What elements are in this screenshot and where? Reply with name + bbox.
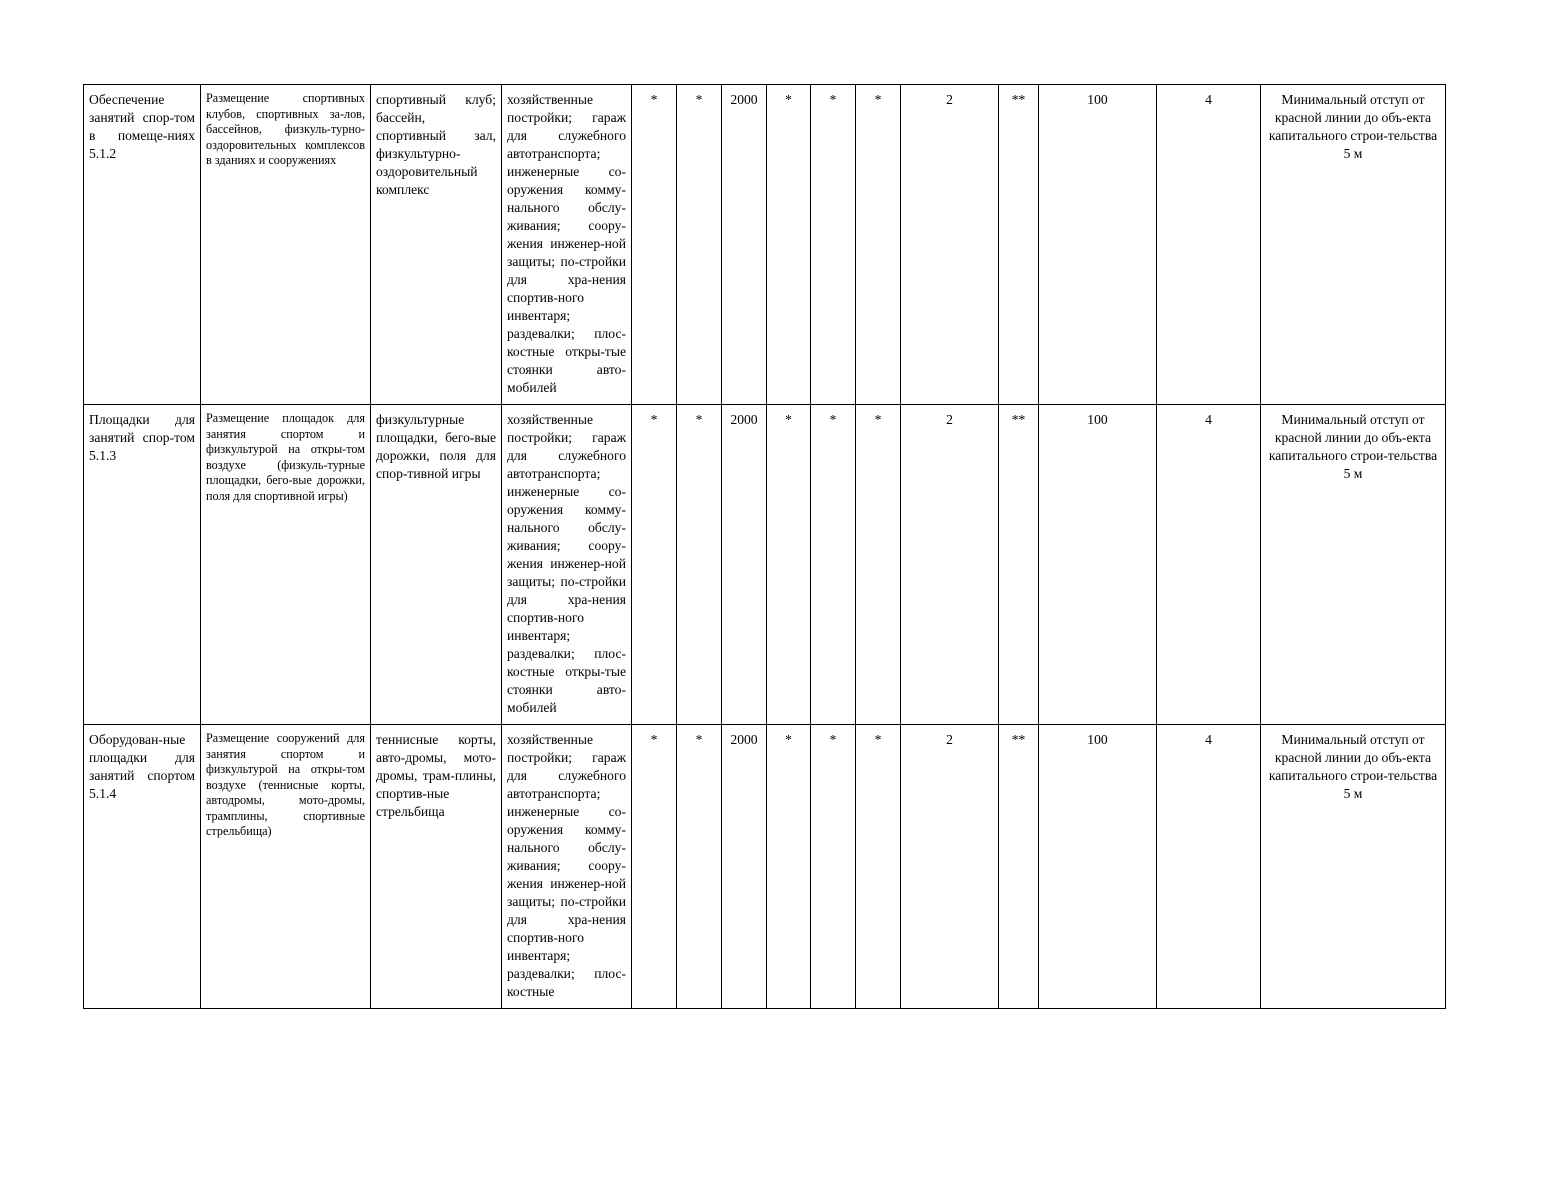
zoning-regulations-table	[83, 84, 1446, 1009]
cell-auxiliary-objects: хозяйственные постройки; гараж для служебного автотранспорта; инженерные со-оружения комму-нального обслу-живания; соору-жения инженер-ной защиты; по-стройки для хра-нения спортив-ного инвентаря; раздевалки; плос-костные	[502, 725, 632, 1009]
cell-main-objects: физкультурные площадки, бего-вые дорожки, поля для спор-тивной игры	[371, 405, 502, 725]
cell-note: Минимальный отступ от красной линии до объ-екта капитального строи-тельства 5 м	[1261, 85, 1446, 405]
cell-param-6: *	[856, 405, 901, 725]
cell-use-description: Размещение спортивных клубов, спортивных за-лов, бассейнов, физкуль-турно-оздоровительных комплексов в зданиях и сооружениях	[201, 85, 371, 405]
cell-param-3: 2000	[722, 405, 767, 725]
cell-param-5: *	[811, 85, 856, 405]
cell-param-5: *	[811, 405, 856, 725]
table-body	[84, 85, 1446, 1009]
cell-param-4: *	[767, 725, 811, 1009]
cell-param-5: *	[811, 725, 856, 1009]
cell-param-6: *	[856, 85, 901, 405]
cell-param-9: 100	[1039, 725, 1157, 1009]
cell-param-1: *	[632, 85, 677, 405]
cell-param-7: 2	[901, 405, 999, 725]
cell-main-objects: теннисные корты, авто-дромы, мото-дромы, трам-плины, спортив-ные стрельбища	[371, 725, 502, 1009]
cell-param-1: *	[632, 725, 677, 1009]
cell-param-7: 2	[901, 85, 999, 405]
cell-param-2: *	[677, 725, 722, 1009]
cell-land-use-name: Обеспечение занятий спор-том в помеще-ниях 5.1.2	[84, 85, 201, 405]
cell-param-9: 100	[1039, 85, 1157, 405]
cell-use-description: Размещение сооружений для занятия спортом и физкультурой на откры-том воздухе (теннисные корты, автодромы, мото-дромы, трамплины, спортивные стрельбища)	[201, 725, 371, 1009]
cell-land-use-name: Оборудован-ные площадки для занятий спортом 5.1.4	[84, 725, 201, 1009]
cell-param-8: **	[999, 405, 1039, 725]
cell-param-4: *	[767, 85, 811, 405]
cell-param-9: 100	[1039, 405, 1157, 725]
cell-param-10: 4	[1157, 405, 1261, 725]
cell-note: Минимальный отступ от красной линии до объ-екта капитального строи-тельства 5 м	[1261, 725, 1446, 1009]
cell-auxiliary-objects: хозяйственные постройки; гараж для служебного автотранспорта; инженерные со-оружения комму-нального обслу-живания; соору-жения инженер-ной защиты; по-стройки для хра-нения спортив-ного инвентаря; раздевалки; плос-костные откры-тые стоянки авто-мобилей	[502, 85, 632, 405]
cell-land-use-name: Площадки для занятий спор-том 5.1.3	[84, 405, 201, 725]
cell-param-2: *	[677, 85, 722, 405]
cell-param-1: *	[632, 405, 677, 725]
table-row	[84, 405, 1446, 725]
cell-param-10: 4	[1157, 85, 1261, 405]
cell-param-6: *	[856, 725, 901, 1009]
cell-param-4: *	[767, 405, 811, 725]
table-row	[84, 85, 1446, 405]
cell-param-8: **	[999, 725, 1039, 1009]
cell-param-2: *	[677, 405, 722, 725]
cell-main-objects: спортивный клуб; бассейн, спортивный зал, физкультурно-оздоровительный комплекс	[371, 85, 502, 405]
cell-param-3: 2000	[722, 85, 767, 405]
cell-param-3: 2000	[722, 725, 767, 1009]
cell-param-8: **	[999, 85, 1039, 405]
cell-param-7: 2	[901, 725, 999, 1009]
cell-param-10: 4	[1157, 725, 1261, 1009]
cell-use-description: Размещение площадок для занятия спортом и физкультурой на откры-том воздухе (физкуль-турные площадки, бего-вые дорожки, поля для спортивной игры)	[201, 405, 371, 725]
table-row	[84, 725, 1446, 1009]
cell-note: Минимальный отступ от красной линии до объ-екта капитального строи-тельства 5 м	[1261, 405, 1446, 725]
cell-auxiliary-objects: хозяйственные постройки; гараж для служебного автотранспорта; инженерные со-оружения комму-нального обслу-живания; соору-жения инженер-ной защиты; по-стройки для хра-нения спортив-ного инвентаря; раздевалки; плос-костные откры-тые стоянки авто-мобилей	[502, 405, 632, 725]
